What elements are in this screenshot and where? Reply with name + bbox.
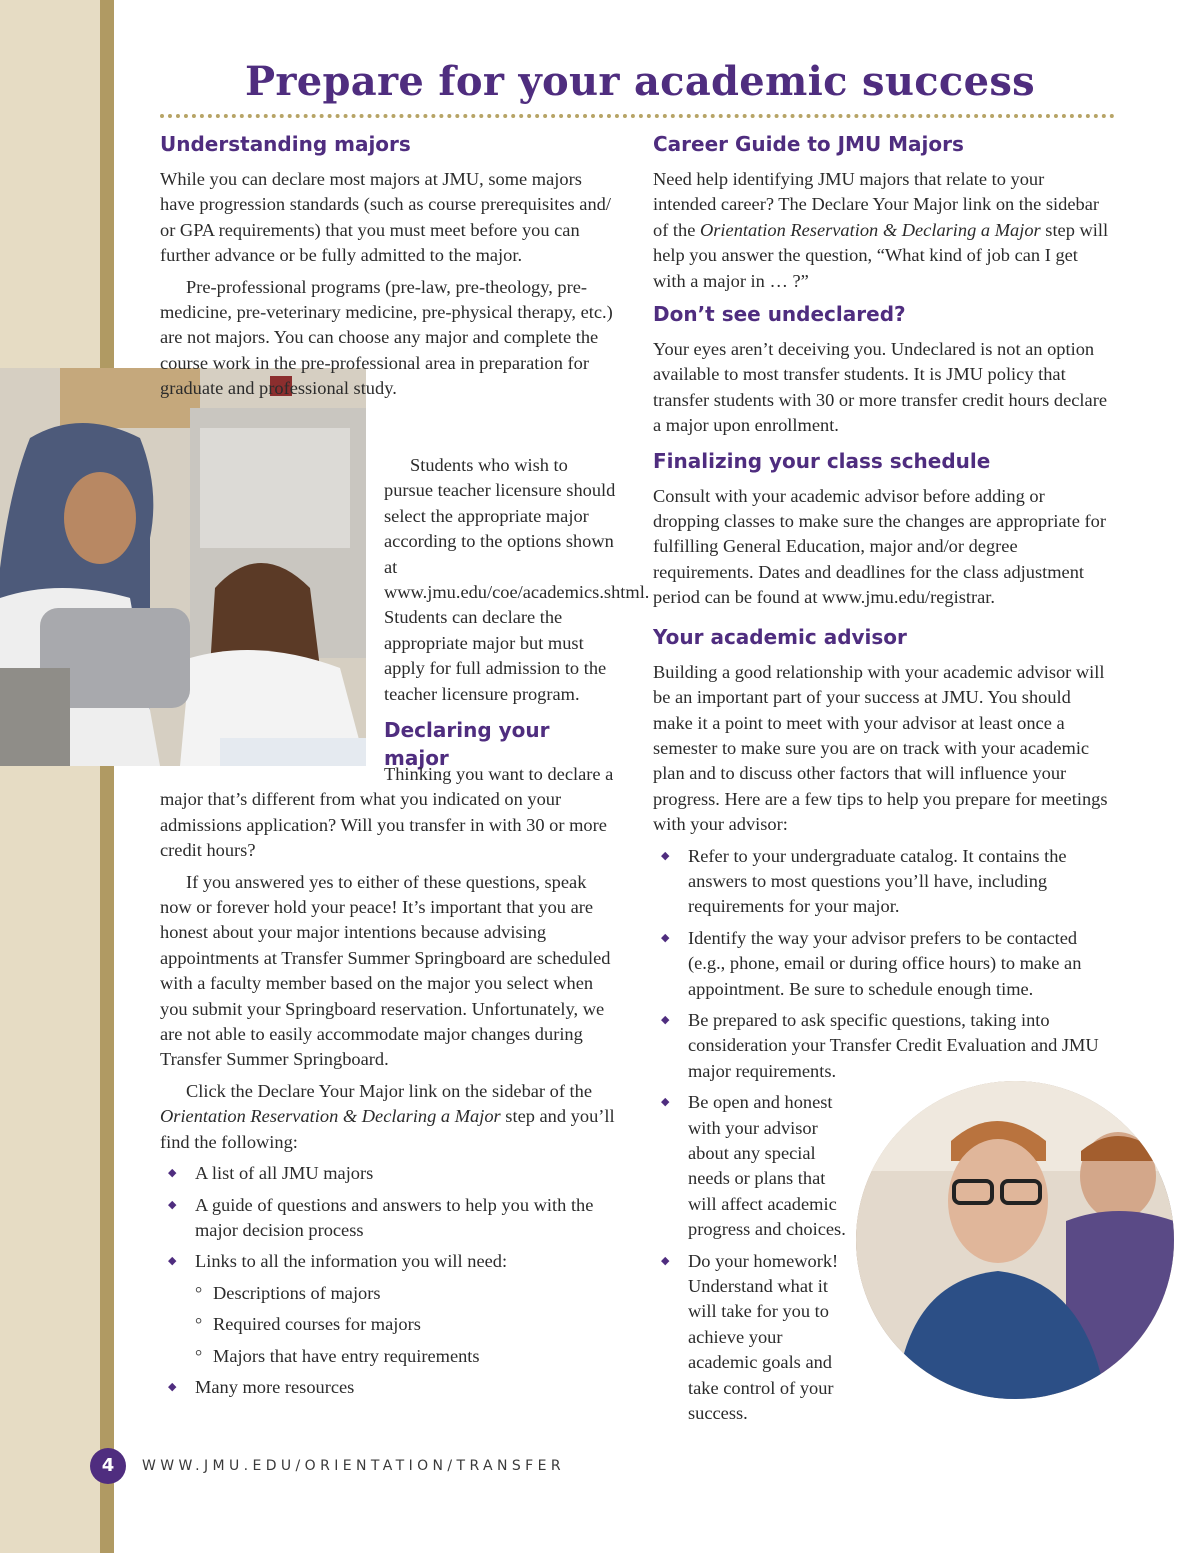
list-item: ◆ Do your homework! Understand what it will take for you to achieve your academic goals and take control of your success. — [653, 1249, 848, 1427]
list-item: ◆ A guide of questions and answers to help you with the major decision process — [160, 1193, 620, 1244]
career-text-b: step will help you answer the question, “What kind of job can I get with a major in … ?” — [653, 219, 1109, 291]
page-title: Prepare for your academic success — [245, 58, 1035, 105]
page-number: 4 — [90, 1448, 126, 1484]
list-item: ◆ Identify the way your advisor prefers to be contacted (e.g., phone, email or during office hours) to make an appointment. Be sure to schedule enough time. — [653, 926, 1111, 1002]
heading-declaring-major: Declaring your major — [384, 718, 550, 771]
list-item-text: Links to all the information you will need: — [195, 1251, 508, 1272]
heading-understanding-majors: Understanding majors — [160, 132, 411, 156]
paragraph-click-declare-link — [160, 1079, 620, 1155]
heading-class-schedule: Finalizing your class schedule — [653, 448, 991, 473]
heading-career-guide: Career Guide to JMU Majors — [653, 132, 964, 156]
paragraph-honest-intentions: If you answered yes to either of these questions, speak now or forever hold your peace! It’s important that you are honest about your major intentions because advising appointments at Transfer Summer Springboard are scheduled with a faculty member based on the major you select when you submit your Springboard reservation. Unfortunately, we are not able to easily accommodate major changes during Transfer Summer Springboard. — [160, 871, 611, 1070]
paragraph-undeclared: Your eyes aren’t deceiving you. Undeclared is not an option available to most transfer students. It is JMU policy that transfer students with 30 or more transfer credit hours declare a major upon enrollment. — [653, 339, 1107, 436]
list-item: ◆ A list of all JMU majors — [160, 1161, 620, 1186]
heading-undeclared: Don’t see undeclared? — [653, 302, 906, 327]
sidebar-band — [0, 0, 100, 1553]
paragraph-class-schedule: Consult with your academic advisor before adding or dropping classes to make sure the changes are appropriate for fulfilling General Education, major and/or degree requirements. Dates and deadlines for the class adjustment period can be found at www.jmu.edu/registrar. — [653, 485, 1106, 608]
lab-students-photo — [0, 368, 366, 766]
photo-wrap-column — [384, 453, 650, 781]
paragraph-career-guide — [653, 167, 1111, 294]
sublist-item: ° Descriptions of majors — [195, 1281, 620, 1306]
list-item: ◆ Be prepared to ask specific questions, taking into consideration your Transfer Credit Evaluation and JMU major requirements. — [653, 1008, 1111, 1084]
list-item: ◆ Many more resources — [160, 1375, 620, 1400]
sidebar-gold-line — [100, 0, 114, 1553]
career-text-a: Need help identifying JMU majors that relate to your intended career? The Declare Your Major link on the sidebar of the — [653, 169, 1099, 240]
links-sublist — [195, 1281, 620, 1369]
sublist-item: ° Majors that have entry requirements — [195, 1344, 620, 1369]
click-text-b: step and you’ll find the following: — [160, 1106, 615, 1152]
list-item: ◆ Be open and honest with your advisor about any special needs or plans that will affect academic progress and choices. — [653, 1090, 848, 1242]
right-column — [653, 130, 1111, 1432]
career-text-emphasis: Orientation Reservation & Declaring a Major — [699, 219, 1041, 240]
list-item — [160, 1249, 620, 1369]
advisor-tips-list — [653, 844, 1111, 1427]
paragraph-teacher-licensure: Students who wish to pursue teacher licensure should select the appropriate major according to the options shown at www.jmu.edu/coe/academics.shtml. Students can declare the appropriate major but must apply for full admission to the teacher licensure program. — [384, 455, 650, 704]
declare-features-list — [160, 1161, 620, 1400]
footer-url[interactable]: WWW.JMU.EDU/ORIENTATION/TRANSFER — [142, 1458, 565, 1474]
paragraph-declare-different-major: Thinking you want to declare a major that’s different from what you indicated on your admissions application? Will you transfer in with 30 or more credit hours? — [160, 764, 614, 861]
pre-professional-text: Pre-professional programs (pre-law, pre-theology, pre-medicine, pre-veterinary medicine, pre-physical therapy, etc.) are not majors. You can choose any major and complete the course work in the pre-professional area in preparation for graduate and professional study. — [160, 276, 613, 399]
list-item: ◆ Refer to your undergraduate catalog. It contains the answers to most questions you’ll have, including requirements for your major. — [653, 844, 1111, 920]
dotted-divider — [160, 114, 1115, 118]
paragraph-pre-professional-programs — [160, 275, 620, 402]
heading-academic-advisor: Your academic advisor — [653, 624, 907, 649]
left-lower-column — [160, 762, 620, 1406]
paragraph-progression-standards: While you can declare most majors at JMU, some majors have progression standards (such as course prerequisites and/ or GPA requirements) that you must meet before you can further advance or be fully admitted to the major. — [160, 169, 611, 266]
click-text-emphasis: Orientation Reservation & Declaring a Major — [160, 1106, 501, 1127]
click-text-a: Click the Declare Your Major link on the sidebar of the — [186, 1080, 593, 1101]
sublist-item: ° Required courses for majors — [195, 1312, 620, 1337]
left-column — [160, 130, 620, 402]
paragraph-academic-advisor: Building a good relationship with your academic advisor will be an important part of your success at JMU. You should make it a point to meet with your advisor at least once a semester to make sure you are on track with your academic plan and to discuss other factors that will influence your progress. Here are a few tips to help you prepare for meetings with your advisor: — [653, 661, 1108, 835]
